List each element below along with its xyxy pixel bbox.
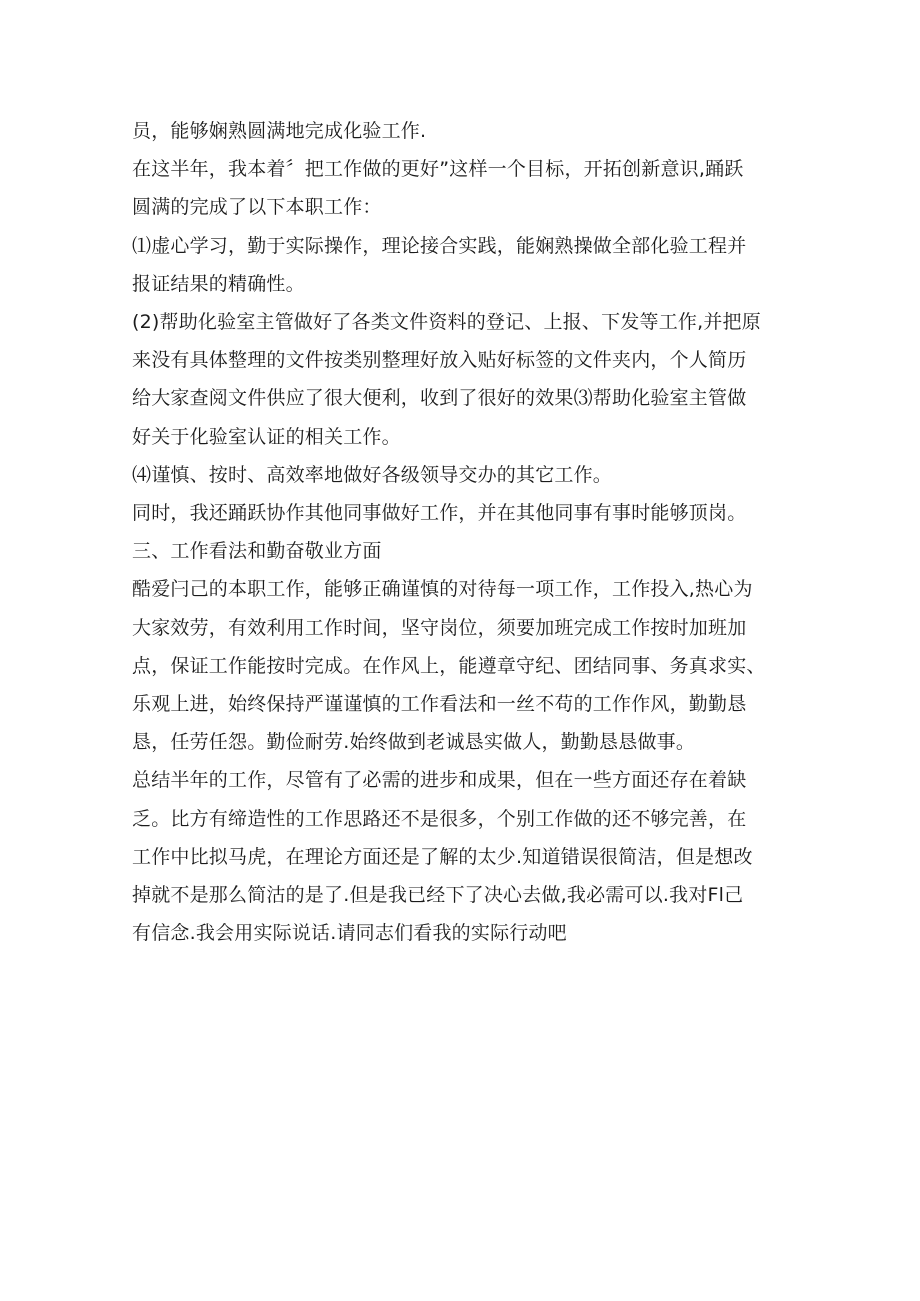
text-line: 乐观上进，始终保持严谨谨慎的工作看法和一丝不苟的工作作风，勤勤恳 <box>132 693 747 716</box>
text-line: ⑷谨慎、按时、高效率地做好各级领导交办的其它工作。 <box>132 463 613 486</box>
text-line: 圆满的完成了以下本职工作： <box>132 196 382 219</box>
section-heading <box>132 532 792 570</box>
text-line: 酷爱闩己的本职工作，能够正确谨慎的对待每一项工作，工作投入,热心为 <box>132 578 753 601</box>
text-line: 掉就不是那么简沽的是了.但是我已经下了决心去做,我必需可以.我对Fl己 <box>132 884 744 907</box>
paragraph-2 <box>132 150 792 226</box>
paragraph-5 <box>132 456 792 494</box>
text-line: 好关于化验室认证的相关工作。 <box>132 425 401 448</box>
text-line: 乏。比方有缔造性的工作思路还不是很多，个别工作做的还不够完善，在 <box>132 807 747 830</box>
text-line: 恳，任劳任怨。勤俭耐劳.始终做到老诚恳实做人，勤勤恳恳做事。 <box>132 731 696 754</box>
paragraph-6 <box>132 494 792 532</box>
text-line: 员，能够娴熟圆满地完成化验工作. <box>132 120 427 142</box>
document-body <box>132 112 792 952</box>
text-line: 来没有具体整理的文件按类别整理好放入贴好标签的文件夹内，个人简历 <box>132 349 747 372</box>
text-line: 给大家查阅文件供应了很大便利，收到了很好的效果⑶帮助化验室主管做 <box>132 387 747 410</box>
text-line: ⑴虚心学习，勤于实际操作，理论接合实践，能娴熟操做全部化验工程并 <box>132 234 747 257</box>
text-line: 同时，我还踊跃协作其他同事做好工作，并在其他同事有事时能够顶岗。 <box>132 502 747 525</box>
paragraph-8 <box>132 761 792 952</box>
text-line: 有信念.我会用实际说话.请同志们看我的实际行动吧 <box>132 922 567 945</box>
paragraph-7 <box>132 570 792 761</box>
text-line: 三、工作看法和勤奋敬业方面 <box>132 540 382 563</box>
text-line: 点，保证工作能按时完成。在作风上，能遵章守纪、团结同事、务真求实、 <box>132 654 766 677</box>
text-line: 大家效劳，有效利用工作时间，坚守岗位，须要加班完成工作按时加班加 <box>132 616 747 639</box>
text-line: 在这半年，我本着〞把工作做的更好”这样一个目标，开拓创新意识,踊跃 <box>132 158 744 181</box>
text-line: 报证结果的精确性。 <box>132 272 305 295</box>
paragraph-3 <box>132 227 792 303</box>
text-line: 总结半年的工作，尽管有了必需的进步和成果，但在一些方面还存在着缺 <box>132 769 747 792</box>
text-line: 工作中比拟马虎，在理论方面还是了解的太少.知道错误很简洁，但是想改 <box>132 845 753 868</box>
paragraph-4 <box>132 303 792 456</box>
paragraph-1 <box>132 112 792 150</box>
text-line: (2)帮助化验室主管做好了各类文件资料的登记、上报、下发等工作,并把原 <box>132 311 761 334</box>
